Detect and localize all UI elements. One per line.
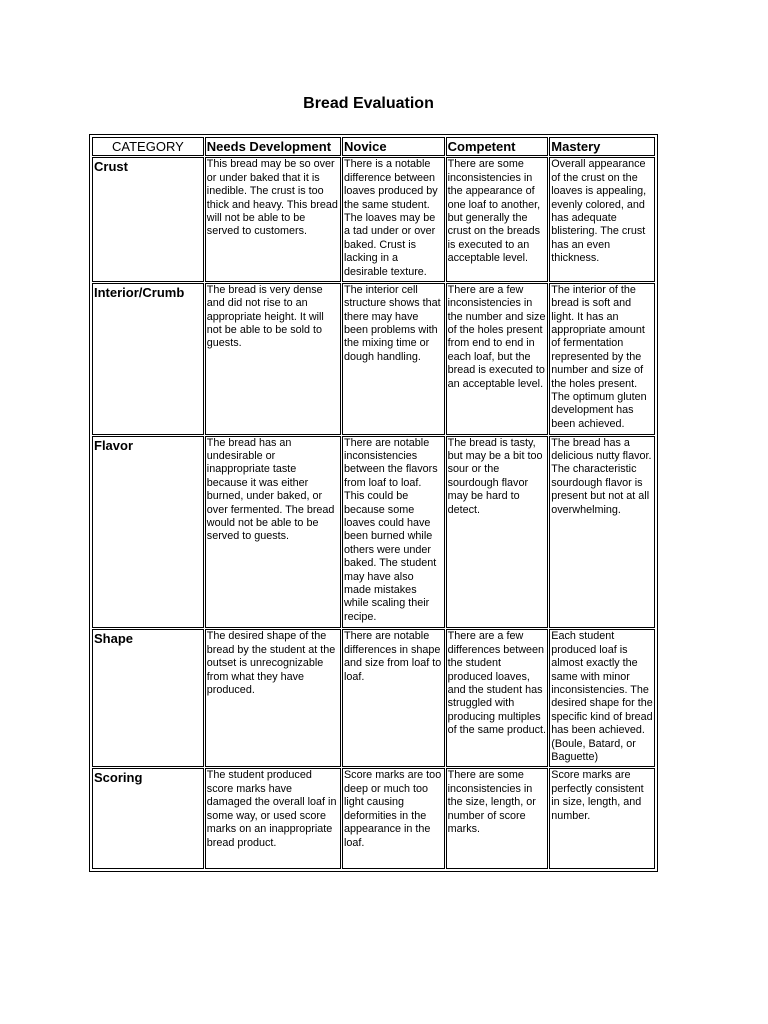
criteria-cell: The student produced score marks have damaged the overall loaf in some way, or used score marks on an inappropriate bread product. xyxy=(205,768,341,869)
criteria-cell: There are a few inconsistencies in the number and size of the holes present from end to end in each loaf, but the bread is executed to an acceptable level. xyxy=(446,283,549,435)
header-category: CATEGORY xyxy=(92,137,204,156)
criteria-cell: This bread may be so over or under baked that it is inedible. The crust is too thick and heavy. This bread will not be able to be served to customers. xyxy=(205,157,341,282)
header-novice: Novice xyxy=(342,137,445,156)
header-competent: Competent xyxy=(446,137,549,156)
criteria-cell: The interior of the bread is soft and light. It has an appropriate amount of fermentation represented by the number and size of the holes present. The optimum gluten development has been achieved. xyxy=(549,283,655,435)
header-needs-development: Needs Development xyxy=(205,137,341,156)
header-row xyxy=(92,137,655,156)
category-cell: Crust xyxy=(92,157,204,282)
table-row xyxy=(92,436,655,629)
criteria-cell: The interior cell structure shows that there may have been problems with the mixing time or dough handling. xyxy=(342,283,445,435)
criteria-cell: There are some inconsistencies in the appearance of one loaf to another, but generally the crust on the breads is executed to an acceptable level. xyxy=(446,157,549,282)
criteria-cell: The desired shape of the bread by the student at the outset is unrecognizable from what they have produced. xyxy=(205,629,341,767)
criteria-cell: The bread is tasty, but may be a bit too sour or the sourdough flavor may be hard to detect. xyxy=(446,436,549,629)
category-cell: Shape xyxy=(92,629,204,767)
rubric-table-frame xyxy=(89,134,658,872)
table-row xyxy=(92,768,655,869)
category-cell: Scoring xyxy=(92,768,204,869)
page-title: Bread Evaluation xyxy=(303,95,434,112)
criteria-cell: The bread has an undesirable or inappropriate taste because it was either burned, under baked, or over fermented. The bread would not be able to be served to guests. xyxy=(205,436,341,629)
criteria-cell: Overall appearance of the crust on the loaves is appealing, evenly colored, and has adequate blistering. The crust has an even thickness. xyxy=(549,157,655,282)
criteria-cell: There are some inconsistencies in the size, length, or number of score marks. xyxy=(446,768,549,869)
table-row xyxy=(92,283,655,435)
category-cell: Flavor xyxy=(92,436,204,629)
rubric-table xyxy=(91,136,656,870)
criteria-cell: There are notable differences in shape and size from loaf to loaf. xyxy=(342,629,445,767)
table-row xyxy=(92,157,655,282)
criteria-cell: There are notable inconsistencies between the flavors from loaf to loaf. This could be because some loaves could have been burned while others were under baked. The student may have also made mistakes while scaling their recipe. xyxy=(342,436,445,629)
criteria-cell: There are a few differences between the student produced loaves, and the student has struggled with producing multiples of the same product. xyxy=(446,629,549,767)
header-mastery: Mastery xyxy=(549,137,655,156)
criteria-cell: Each student produced loaf is almost exactly the same with minor inconsistencies. The desired shape for the specific kind of bread has been achieved. (Boule, Batard, or Baguette) xyxy=(549,629,655,767)
criteria-cell: Score marks are too deep or much too light causing deformities in the appearance in the loaf. xyxy=(342,768,445,869)
table-row xyxy=(92,629,655,767)
criteria-cell: The bread is very dense and did not rise to an appropriate height. It will not be able to be sold to guests. xyxy=(205,283,341,435)
criteria-cell: The bread has a delicious nutty flavor. The characteristic sourdough flavor is present but not at all overwhelming. xyxy=(549,436,655,629)
criteria-cell: There is a notable difference between loaves produced by the same student. The loaves may be a tad under or over baked. Crust is lacking in a desirable texture. xyxy=(342,157,445,282)
criteria-cell: Score marks are perfectly consistent in size, length, and number. xyxy=(549,768,655,869)
category-cell: Interior/Crumb xyxy=(92,283,204,435)
